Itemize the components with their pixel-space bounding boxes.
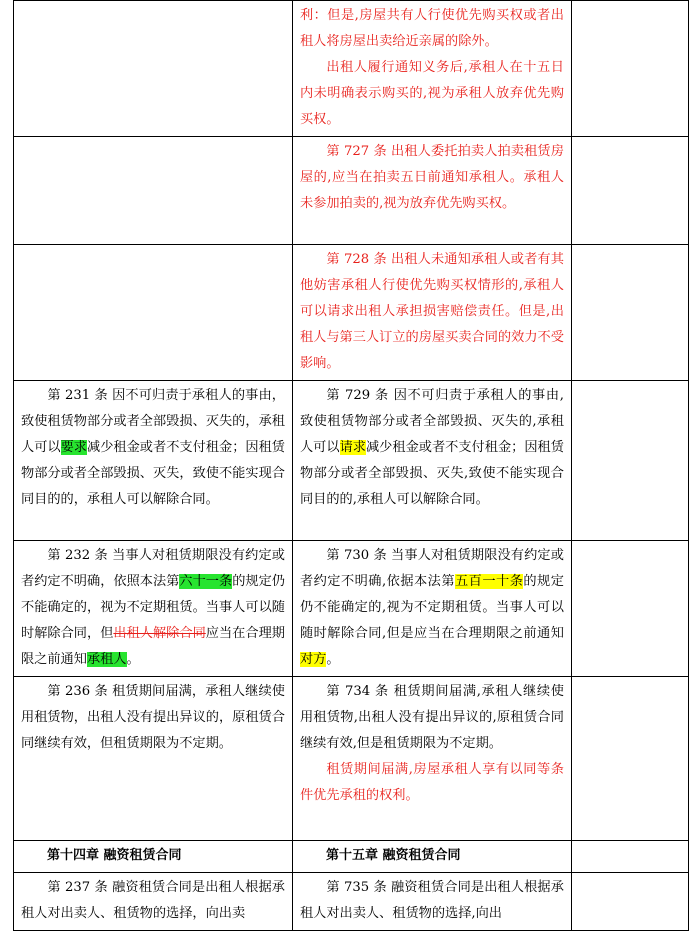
article-729	[300, 383, 564, 513]
text-span: 。	[326, 652, 340, 667]
old-law-cell	[14, 841, 293, 873]
note-cell	[571, 1, 688, 137]
old-law-cell	[14, 873, 293, 931]
highlight-yellow: 请求	[339, 440, 366, 455]
highlight-green: 承租人	[86, 652, 127, 667]
highlight-green: 要求	[60, 440, 88, 455]
new-law-cell	[292, 873, 571, 931]
text-span: 。	[126, 652, 140, 667]
article-236: 第 236 条 租赁期间届满，承租人继续使用租赁物，出租人没有提出异议的，原租赁合同继续有效，但租赁期限为不定期。	[21, 684, 285, 751]
new-law-cell	[292, 381, 571, 541]
note-cell	[571, 381, 688, 541]
table-row	[14, 381, 689, 541]
text-span: 减少租金或者不支付租金；因租赁物部分或者全部毁损、灭失,致使不能实现合同目的的,承租人可以解除合同。	[299, 440, 564, 507]
old-law-cell	[14, 1, 293, 137]
text-span: 第 232 条 当事人对租赁期限没有约定或者约定不明确，依照本法第	[21, 548, 285, 589]
deleted-text: 出租人解除合同	[113, 626, 206, 641]
note-cell	[571, 841, 688, 873]
note-cell	[571, 245, 688, 381]
table-row	[14, 841, 689, 873]
new-law-cell	[292, 137, 571, 245]
new-law-cell	[292, 1, 571, 137]
highlight-yellow: 对方	[299, 652, 327, 667]
text-span: 的规定仍不能确定的，视为不定期租赁。当事人可以随时解除合同，但	[21, 574, 285, 641]
table-row	[14, 1, 689, 137]
table-row	[14, 873, 689, 931]
table-row	[14, 245, 689, 381]
article-text: 出租人履行通知义务后,承租人在十五日内未明确表示购买的,视为承租人放弃优先购买权。	[299, 60, 564, 127]
text-span: 减少租金或者不支付租金；因租赁物部分或者全部毁损、灭失，致使不能实现合同目的的，承租人可以解除合同。	[21, 440, 285, 507]
new-law-cell	[292, 677, 571, 841]
old-law-cell	[14, 137, 293, 245]
old-law-cell	[14, 381, 293, 541]
chapter-heading: 第十五章 融资租赁合同	[325, 848, 461, 863]
table-row	[14, 541, 689, 677]
old-law-cell	[14, 541, 293, 677]
old-law-cell	[14, 677, 293, 841]
highlight-yellow: 五百一十条	[455, 574, 524, 589]
article-727: 第 727 条 出租人委托拍卖人拍卖租赁房屋的,应当在拍卖五日前通知承租人。承租人未参加拍卖的,视为放弃优先购买权。	[299, 144, 564, 211]
article-735: 第 735 条 融资租赁合同是出租人根据承租人对出卖人、租赁物的选择,向出	[299, 880, 564, 921]
text-span: 第 231 条 因不可归责于承租人的事由，致使租赁物部分或者全部毁损、灭失的，承租人可以	[21, 388, 285, 455]
new-law-cell	[292, 541, 571, 677]
comparison-table	[13, 0, 689, 931]
text-span: 第 730 条 当事人对租赁期限没有约定或者约定不明确,依据本法第	[299, 548, 564, 589]
table-row	[14, 677, 689, 841]
article-730	[300, 543, 564, 673]
old-law-cell	[14, 245, 293, 381]
new-law-cell	[292, 245, 571, 381]
article-734: 第 734 条 租赁期间届满,承租人继续使用租赁物,出租人没有提出异议的,原租赁合同继续有效,但是租赁期限为不定期。	[299, 684, 564, 751]
note-cell	[571, 137, 688, 245]
article-text: 利：但是,房屋共有人行使优先购买权或者出租人将房屋出卖给近亲属的除外。	[299, 8, 564, 49]
highlight-green: 六十一条	[179, 574, 233, 589]
text-span: 的规定仍不能确定的,视为不定期租赁。当事人可以随时解除合同,但是应当在合理期限之前通知	[299, 574, 564, 641]
note-cell	[571, 873, 688, 931]
new-law-cell	[292, 841, 571, 873]
article-728: 第 728 条 出租人未通知承租人或者有其他妨害承租人行使优先购买权情形的,承租人可以请求出租人承担损害赔偿责任。但是,出租人与第三人订立的房屋买卖合同的效力不受影响。	[299, 252, 564, 371]
chapter-heading: 第十四章 融资租赁合同	[47, 848, 182, 863]
text-span: 应当在合理期限之前通知	[21, 626, 285, 667]
note-cell	[571, 677, 688, 841]
article-232	[21, 543, 285, 673]
note-cell	[571, 541, 688, 677]
article-237: 第 237 条 融资租赁合同是出租人根据承租人对出卖人、租赁物的选择，向出卖	[21, 880, 285, 921]
article-231	[21, 383, 285, 513]
table-row	[14, 137, 689, 245]
text-span: 第 729 条 因不可归责于承租人的事由,致使租赁物部分或者全部毁损、灭失的,承租人可以	[299, 388, 564, 455]
article-734-para2: 租赁期间届满,房屋承租人享有以同等条件优先承租的权利。	[299, 762, 564, 803]
